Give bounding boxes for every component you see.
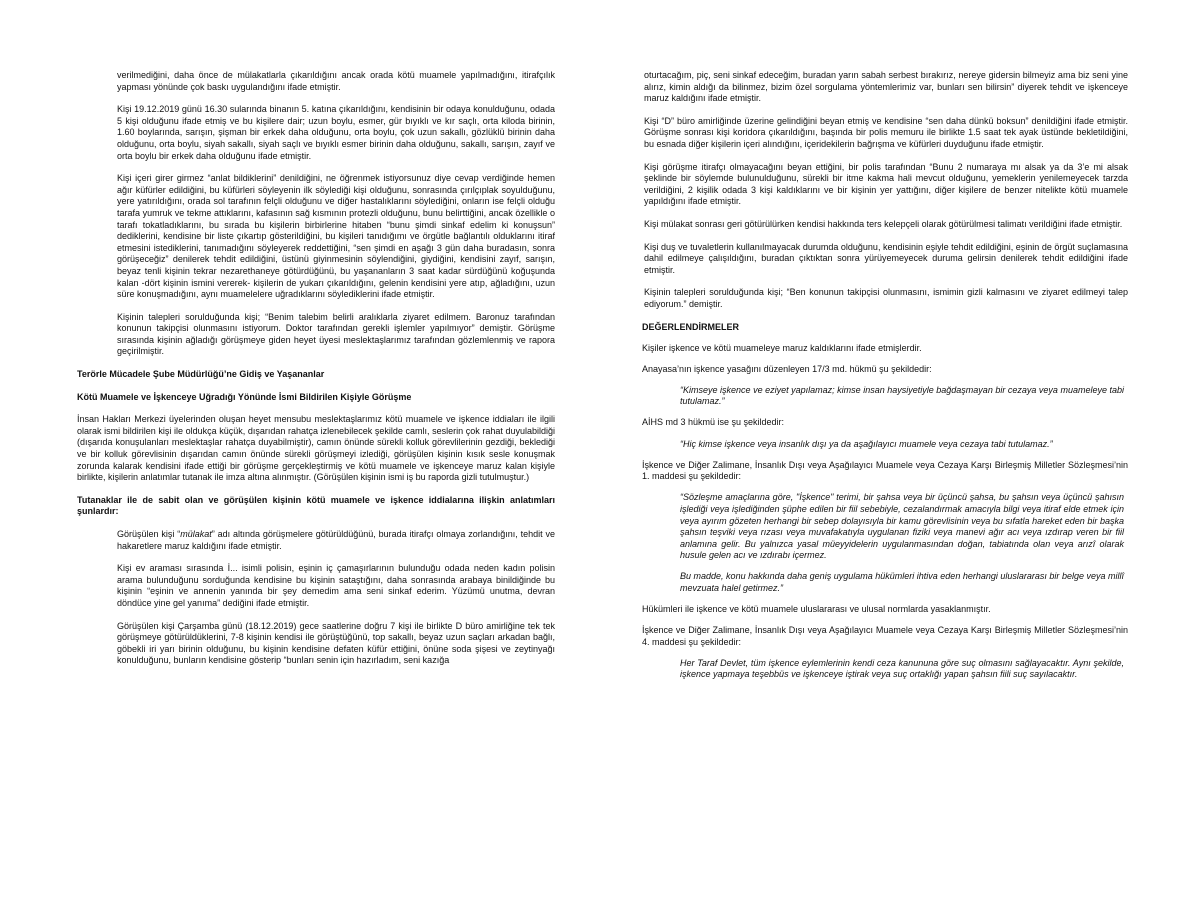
left-page [77,70,555,667]
paragraph: Anayasa’nın işkence yasağını düzenleyen 17/3 md. hükmü şu şekildedir: [642,363,932,374]
right-page [644,70,1128,681]
paragraph: Kişinin talepleri sorulduğunda kişi; “Ben konunun takipçisi olunmasını, ismimin gizli kalmasını ve ziyaret edilmeyi talep ediyorum.” demiştir. [644,287,1128,309]
quote: “Hiç kimse işkence veya insanlık dışı ya da aşağılayıcı muamele veya cezaya tabi tutulamaz.” [680,438,1053,449]
paragraph: İşkence ve Diğer Zalimane, İnsanlık Dışı veya Aşağılayıcı Muamele veya Cezaya Karşı Birleşmiş Milletler Sözleşmesi’nin 4. maddesi şu şekildedir: [642,625,1128,647]
paragraph: Kişi 19.12.2019 günü 16.30 sularında binanın 5. katına çıkarıldığını, kendisinin bir odaya konulduğunu, odada 5 kişi olduğunu ifade etmiş ve bu kişilere dair; uzun boylu, esmer, gür bıyıklı ve kır saçlı, orta kiloda birinin, 1.60 boylarında, sarışın, şişman bir erkek daha olduğunu, orta boylu, çok uzun sakallı, gözlüklü birinin daha olduğunu, orta boylu, siyah sakallı, siyah saçlı ve bıyıklı esmer birinin daha olduğunu, sakallı, sarışın, zayıf ve orta boylu bir erkek daha olduğunu ifade etmiştir. [117,104,555,161]
text-run: ” adı altında görüşmelere götürüldüğünü, burada itirafçı olmaya zorlandığını, tehdit ve hakaretlere maruz kaldığını ifade etmiştir. [117,529,555,551]
paragraph: Kişi içeri girer girmez “anlat bildiklerini” denildiğini, ne öğrenmek istiyorsunuz diye cevap verdiğinde hemen ağır küfürler edildiğini, bu küfürleri söyleyenin ilk söylediği kişi olduğunu, sonrasında çırılçıplak soyulduğunu, yere yatırıldığını, orada sol tarafının felçli olduğunu ve diğer hastalıklarını söylediğini, onların ise felçli olduğu tarafa yumruk ve tekme attıklarını, kafasının sağ kısmının protezli olduğunu, bunu belirttiğini, ancak özellikle o tarafı tokatladıklarını, bu sırada bu kişilerin birbirlerine hitaben “bunu şimdi sinkaf edelim ki konuşsun” dediklerini, kendisine bir liste çıkartıp gösterildiğini, bu kişileri tanıdığımı ve örgütle bağlantılı olduklarını itiraf etmesini istediklerini, tanımadığını söyleyerek reddettiğini, “sen şimdi en aşağı 3 gün daha buradasın, sonra görüşeceğiz” denilerek tehdit edildiğini, üstünü giyinmesinin söylendiğini, giydiğini, kendisini zayıf, sarışın, beyaz tenli kişinin tekrar nezarethaneye götürdüğünü, bu yaşananların 3 saat kadar sürdüğünü koğuşunda kalan -dört kişinin ismini vererek- kişilerin de yukarı çıkarıldığını, gelenin kendisini yere atıp, ağladığını, uzun süre konuşmadığını, aynı muamelelere uğradıklarını söylediklerini ifade etmiştir. [117,173,555,300]
paragraph: oturtacağım, piç, seni sinkaf edeceğim, buradan yarın sabah serbest bırakırız, nereye gidersin bilmeyiz ama biz seni yine alırız, kimin aldığı da bilinmez, bizim özel sorgulama yöntemlerimiz var, bunları sen bilirsin” diyerek tehdit ve işkenceye maruz kaldığını ifade etmiştir. [644,70,1128,104]
text-run: Görüşülen kişi “ [117,529,181,539]
emphasis-text: mülakat [180,529,212,539]
paragraph: İnsan Hakları Merkezi üyelerinden oluşan heyet mensubu meslektaşlarımız kötü muamele ve işkence iddiaları ile ilgili olarak ismi bildirilen kişi ile oldukça küçük, dışarıdan rahatça izlenebilecek şekilde camlı, seslerin çok rahat duyulabildiği (dışarıda konuşulanları meslektaşlar rahatça duyabilmiştir), camın önünde sürekli kolluk görevlilerinin gezdiği, beklediği ve bir kolluk görevlisinin dışarıdan camın önünde sürekli görüşmeyi izlediği, görüşülen kişinin kısık sesle konuşmak zorunda kalarak kendisini ifade ettiği bir görüşme gerçekleştirmiş ve kötü muamele ve işkenceye maruz kalan kişiyle birlikte, kişilerin anlatımlar tutanak ile imza altına alınmıştır. (Görüşülen kişinin ismi iş bu raporda gizli tutulmuştur.) [77,414,555,483]
paragraph: verilmediğini, daha önce de mülakatlarla çıkarıldığını ancak orada kötü muamele yapılmadığını, itirafçılık yapması yönünde çok baskı uygulandığını ifade etmiştir. [117,70,555,92]
section-heading: Kötü Muamele ve İşkenceye Uğradığı Yönünde İsmi Bildirilen Kişiyle Görüşme [77,391,412,402]
paragraph: İşkence ve Diğer Zalimane, İnsanlık Dışı veya Aşağılayıcı Muamele veya Cezaya Karşı Birleşmiş Milletler Sözleşmesi’nin 1. maddesi şu şekildedir: [642,459,1128,482]
section-heading: Tutanaklar ile de sabit olan ve görüşülen kişinin kötü muamele ve işkence iddialarına ilişkin anlatımları şunlardır: [77,494,555,517]
section-heading: Terörle Mücadele Şube Müdürlüğü’ne Gidiş ve Yaşananlar [77,369,325,380]
quote: “Sözleşme amaçlarına göre, "İşkence" terimi, bir şahsa veya bir üçüncü şahsa, bu şahsın veya üçüncü şahısın işlediği veya işlediğinden şüphe edilen bir fiil sebebiyle, cezalandırmak amacıyla bilgi veya itiraf elde etmek için veya ayırım gözeten herhangi bir sebep dolayısıyla bir kamu görevlisinin veya bu sıfatla hareket eden bir başka şahsın teşviki veya rızası veya muvafakatıyla uygulanan fiziki veya manevi ağır acı veya ızdırap veren bir fiil anlamına gelir. Bu yalnızca yasal müeyyidelerin uygulanmasından doğan, tabiatında olan veya arızî olarak husule gelen acı ve ızdırabı içermez. [680,492,1124,561]
paragraph: Kişinin talepleri sorulduğunda kişi; “Benim talebim belirli aralıklarla ziyaret edilmem. Baronuz tarafından konunun takipçisi olunmasını istiyorum. Doktor tarafından gerekli işlemler yapılmıyor” demiştir. Görüşme sırasında kişinin ağladığı görüşmeye giden heyet üyesi meslektaşlarımız tarafından gözlemlenmiş ve rapora geçirilmiştir. [117,311,555,357]
section-heading: DEĞERLENDİRMELER [642,321,740,332]
paragraph: Kişi “D” büro amirliğinde üzerine gelindiğini beyan etmiş ve kendisine “sen daha dünkü boksun” denildiğini ifade etmiştir. Görüşme sonrası kişi koridora çıkarıldığını, başında bir polis memuru ile birlikte 1.5 saat tek ayak üstünde bekletildiğini, bu esnada diğer kişilerin içeri alındığını, içeridekilerin bağrışma ve küfürleri duyduğunu ifade etmiştir. [644,115,1128,149]
paragraph: Kişi görüşme itirafçı olmayacağını beyan ettiğini, bir polis tarafından “Bunu 2 numaraya mı alsak ya da 3’e mi alsak şeklinde bir söylemde bulunulduğunu, sürekli bir itme kakma hali mevcut olduğunu, yemeklerin yenilemeyecek tarzda verildiğini, 2 kişilik odada 3 kişi kaldıklarını ve bir kişinin yer yattığını, diğer kişilere de benzer nitelikte kötü muamele yapıldığını ifade etmiştir. [644,161,1128,207]
paragraph: Hükümleri ile işkence ve kötü muamele uluslararası ve ulusal normlarda yasaklanmıştır. [642,604,991,615]
quote: “Kimseye işkence ve eziyet yapılamaz; kimse insan haysiyetiyle bağdaşmayan bir cezaya veya muameleye tabi tutulamaz.” [680,384,1124,407]
paragraph: AİHS md 3 hükmü ise şu şekildedir: [642,417,785,428]
paragraph: Kişiler işkence ve kötü muameleye maruz kaldıklarını ifade etmişlerdir. [642,342,922,353]
quote: Bu madde, konu hakkında daha geniş uygulama hükümleri ihtiva eden herhangi uluslararası bir belge veya millî mevzuata halel getirmez.” [680,571,1124,593]
paragraph [117,529,555,552]
paragraph: Kişi ev araması sırasında İ... isimli polisin, eşinin iç çamaşırlarının bulunduğu odada neden kadın polisin arama bulunduğunu sorduğunda kendisine bu kişinin sataştığını, daha sonrasında arabaya binildiğinde bu kişinin “eşinin ve annenin yanında bir şey demedim ama seni sinkaf ederim. Yüzümü unutma, devran döndüce yine gel yanıma” dediğini ifade etmiştir. [117,563,555,608]
paragraph: Kişi duş ve tuvaletlerin kullanılmayacak durumda olduğunu, kendisinin eşiyle tehdit edildiğini, eşinin de örgüt suçlamasına dahil edilmeye çalışıldığını, buradan çıktıktan sonra yürüyemeyecek duruma gelirsin denilerek tehdit edildiğini ifade etmiştir. [644,241,1128,275]
quote: Her Taraf Devlet, tüm işkence eylemlerinin kendi ceza kanununa göre suç olmasını sağlayacaktır. Aynı şekilde, işkence yapmaya teşebbüs ve işkenceye iştirak veya suç ortaklığı yapan şahsın fiili suç sayılacaktır. [680,657,1124,680]
paragraph: Görüşülen kişi Çarşamba günü (18.12.2019) gece saatlerine doğru 7 kişi ile birlikte D büro amirliğine tek tek görüşmeye götürüldüklerini, 7-8 kişinin kendisi ile görüştüğünü, top sakallı, beyaz uzun saçları arkadan bağlı, göbekli iri yarı birinin olduğunu, bu kişinin kendisine defaten küfür ettiğini, önüne soda şişesi ve zeytinyağı konulduğunu, bunların kendisine gösterip “bunları senin için hazırladım, seni kazığa [117,620,555,666]
paragraph: Kişi mülakat sonrası geri götürülürken kendisi hakkında ters kelepçeli olarak götürülmesi talimatı verildiğini ifade etmiştir. [644,218,1123,229]
